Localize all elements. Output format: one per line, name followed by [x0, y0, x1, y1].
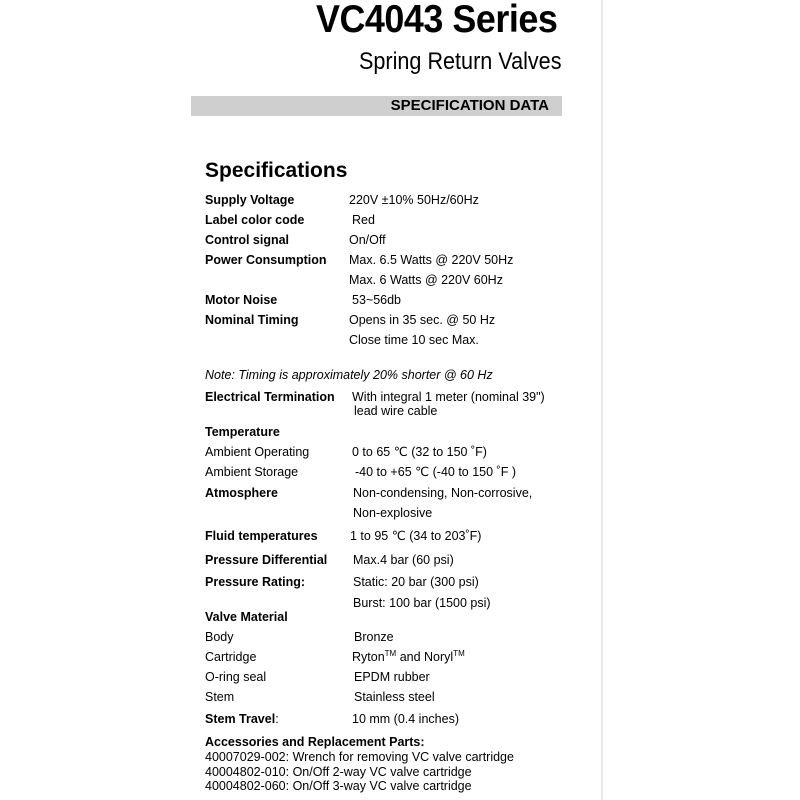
- accessory-item: 40007029-002: Wrench for removing VC valve cartridge: [205, 750, 514, 764]
- electrical-termination-value: With integral 1 meter (nominal 39"): [352, 390, 545, 404]
- nominal-timing-close: Close time 10 sec Max.: [349, 333, 479, 347]
- ambient-operating-value: 0 to 65 ℃ (32 to 150 ˚F): [352, 445, 487, 459]
- cartridge-value: [352, 650, 465, 664]
- pressure-differential-label: Pressure Differential: [205, 553, 328, 567]
- ambient-operating-label: Ambient Operating: [205, 445, 310, 459]
- stem-travel-label: [205, 712, 279, 726]
- motor-noise-label: Motor Noise: [205, 293, 278, 307]
- ambient-storage-label: Ambient Storage: [205, 465, 299, 479]
- cartridge-ryton: Ryton: [352, 650, 385, 664]
- power-consumption-value-60hz: Max. 6 Watts @ 220V 60Hz: [349, 273, 503, 287]
- accessory-item: 40004802-010: On/Off 2-way VC valve cartridge: [205, 765, 472, 779]
- electrical-termination-value-2: lead wire cable: [354, 404, 438, 418]
- timing-note: Note: Timing is approximately 20% shorter @ 60 Hz: [205, 368, 493, 382]
- section-bar-label: SPECIFICATION DATA: [390, 97, 549, 114]
- fluid-temperatures-value: 1 to 95 ℃ (34 to 203˚F): [350, 529, 482, 543]
- body-value: Bronze: [354, 630, 394, 644]
- ambient-storage-value: -40 to +65 ℃ (-40 to 150 ˚F ): [355, 465, 516, 479]
- stem-travel-label-text: Stem Travel: [205, 712, 276, 726]
- document-title: VC4043 Series: [316, 0, 558, 41]
- control-signal-label: Control signal: [205, 233, 290, 247]
- electrical-termination-label: Electrical Termination: [205, 390, 335, 404]
- stem-travel-colon: :: [275, 712, 279, 726]
- atmosphere-value: Non-condensing, Non-corrosive,: [353, 486, 533, 500]
- pressure-rating-label: Pressure Rating:: [205, 575, 306, 589]
- stem-travel-value: 10 mm (0.4 inches): [352, 712, 459, 726]
- accessory-item: 40004802-060: On/Off 3-way VC valve cartridge: [205, 779, 472, 793]
- pressure-rating-static: Static: 20 bar (300 psi): [353, 575, 479, 589]
- valve-material-label: Valve Material: [205, 610, 288, 624]
- trademark-mark: TM: [384, 649, 397, 658]
- fluid-temperatures-label: Fluid temperatures: [205, 529, 318, 543]
- stem-value: Stainless steel: [354, 690, 435, 704]
- specifications-heading: Specifications: [205, 159, 348, 182]
- pressure-differential-value: Max.4 bar (60 psi): [353, 553, 454, 567]
- o-ring-seal-label: O-ring seal: [205, 670, 267, 684]
- supply-voltage-value: 220V ±10% 50Hz/60Hz: [349, 193, 479, 207]
- pressure-rating-burst: Burst: 100 bar (1500 psi): [353, 596, 491, 610]
- section-bar: [191, 96, 562, 116]
- cartridge-noryl: and Noryl: [396, 650, 454, 664]
- nominal-timing-label: Nominal Timing: [205, 313, 299, 327]
- power-consumption-value-50hz: Max. 6.5 Watts @ 220V 50Hz: [349, 253, 514, 267]
- label-color-label: Label color code: [205, 213, 305, 227]
- atmosphere-label: Atmosphere: [205, 486, 278, 500]
- trademark-mark: TM: [453, 649, 465, 658]
- document-subtitle: Spring Return Valves: [359, 48, 562, 75]
- supply-voltage-label: Supply Voltage: [205, 193, 295, 207]
- accessories-heading: Accessories and Replacement Parts:: [205, 735, 425, 749]
- page-margin-rule: [601, 0, 603, 800]
- temperature-label: Temperature: [205, 425, 280, 439]
- control-signal-value: On/Off: [349, 233, 386, 247]
- o-ring-seal-value: EPDM rubber: [354, 670, 430, 684]
- cartridge-label: Cartridge: [205, 650, 257, 664]
- atmosphere-value-2: Non-explosive: [353, 506, 433, 520]
- stem-label: Stem: [205, 690, 235, 704]
- power-consumption-label: Power Consumption: [205, 253, 327, 267]
- motor-noise-value: 53~56db: [352, 293, 402, 307]
- nominal-timing-open: Opens in 35 sec. @ 50 Hz: [349, 313, 496, 327]
- label-color-value: Red: [352, 213, 375, 227]
- body-label: Body: [205, 630, 234, 644]
